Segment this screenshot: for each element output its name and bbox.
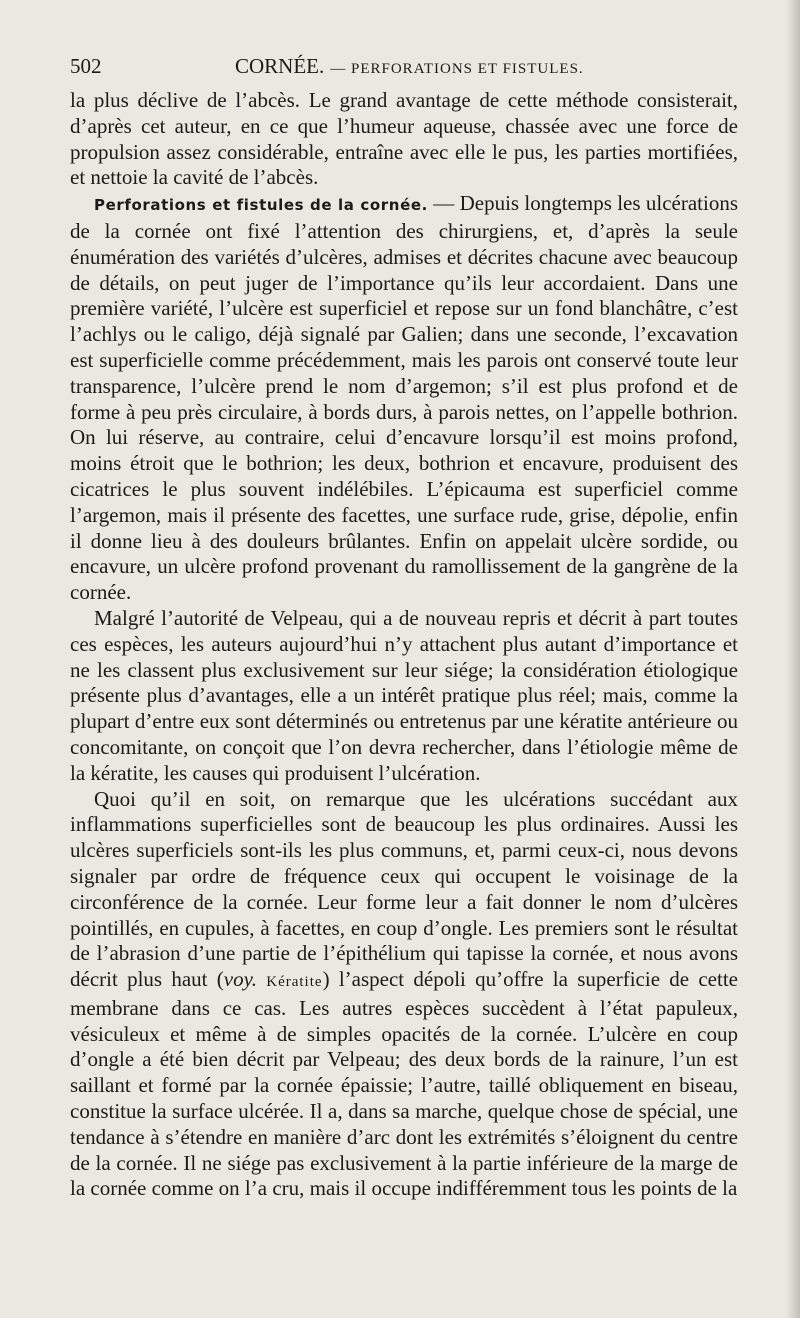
paragraph-text-before: Quoi qu’il en soit, on remarque que les ulcérations succédant aux inflammations superficielles sont de beaucoup les plus ordinaires. Aussi les ulcères superficiels sont-ils les plus communs, et, parmi ceux-ci, nous devons signaler par ordre de fréquence ceux qui occupent le voisinage de la circonférence de la cornée. Leur forme leur a fait donner le nom d’ulcères pointillés, en cupules, à facettes, en coup d’ongle. Les premiers sont le résultat de l’abrasion d’une partie de l’épithélium qui tapisse la cornée, et nous avons décrit plus haut ( (70, 786, 738, 992)
page-edge-shadow (786, 0, 800, 1318)
voy-abbreviation: voy. (223, 967, 257, 992)
page-number: 502 (70, 54, 102, 78)
running-header (70, 54, 738, 84)
running-title-main: CORNÉE. (235, 54, 325, 78)
paragraph-text-after: ) l’aspect dépoli qu’offre la superficie de cette membrane dans ce cas. Les autres espèces succèdent à l’état papuleux, vésiculeux et même à de simples opacités de la cornée. L’ulcère en coup d’ongle a été bien décrit par Velpeau; des deux bords de la rainure, l’un est saillant et formé par la cornée épaissie; l’autre, taillé obliquement en biseau, constitue la surface ulcérée. Il a, dans sa marche, quelque chose de spécial, une tendance à s’étendre en manière d’arc dont les extrémités s’éloignent du centre de la cornée. Il ne siége pas exclusivement à la partie inférieure de la marge de la cornée comme on l’a cru, mais il occupe indifféremment tous les points de la (70, 967, 738, 1201)
paragraph-perforations (70, 191, 738, 606)
running-title-sub: — PERFORATIONS ET FISTULES. (330, 61, 584, 77)
keratite-reference: Kératite (266, 974, 323, 991)
running-title (235, 54, 584, 79)
section-heading: Perforations et fistules de la cornée. (94, 196, 428, 215)
paragraph-velpeau: Malgré l’autorité de Velpeau, qui a de nouveau repris et décrit à part toutes ces espèces, les auteurs aujourd’hui n’y attachent plus autant d’importance et ne les classent plus exclusivement sur leur siége; la considération étiologique présente plus d’avantages, elle a un intérêt pratique plus réel; mais, comme la plupart d’entre eux sont déterminés ou entretenus par une kératite antérieure ou concomitante, on conçoit que l’on devra rechercher, dans l’étiologie même de la kératite, les causes qui produisent l’ulcération. (70, 605, 738, 785)
paragraph-continuation: la plus déclive de l’abcès. Le grand avantage de cette méthode consisterait, d’après cet auteur, en ce que l’humeur aqueuse, chassée avec une force de propulsion assez considérable, entraîne avec elle le pus, les parties mortifiées, et nettoie la cavité de l’abcès. (70, 88, 738, 190)
body-text (70, 88, 738, 1202)
paragraph-ulcerations (70, 787, 738, 1203)
paragraph-text: — Depuis longtemps les ulcérations de la cornée ont fixé l’attention des chirurgiens, et, d’après la seule énumération des variétés d’ulcères, admises et décrites chacune avec beaucoup de détails, on peut juger de l’importance qu’ils leur accordaient. Dans une première variété, l’ulcère est superficiel et repose sur un fond blanchâtre, c’est l’achlys ou le caligo, déjà signalé par Galien; dans une seconde, l’excavation est superficielle comme précédemment, mais les parois ont conservé toute leur transparence, l’ulcère prend le nom d’argemon; s’il est plus profond et de forme à peu près circulaire, à bords durs, à parois nettes, on l’appelle bothrion. On lui réserve, au contraire, celui d’encavure lorsqu’il est moins profond, moins étroit que le bothrion; les deux, bothrion et encavure, produisent des cicatrices le plus souvent indélébiles. L’épicauma est superficiel comme l’argemon, mais il présente des facettes, une surface rude, grise, dépolie, enfin il donne lieu à des douleurs brûlantes. Enfin on appelait ulcère sordide, ou encavure, un ulcère profond provenant du ramollissement de la gangrène de la cornée. (70, 191, 738, 605)
